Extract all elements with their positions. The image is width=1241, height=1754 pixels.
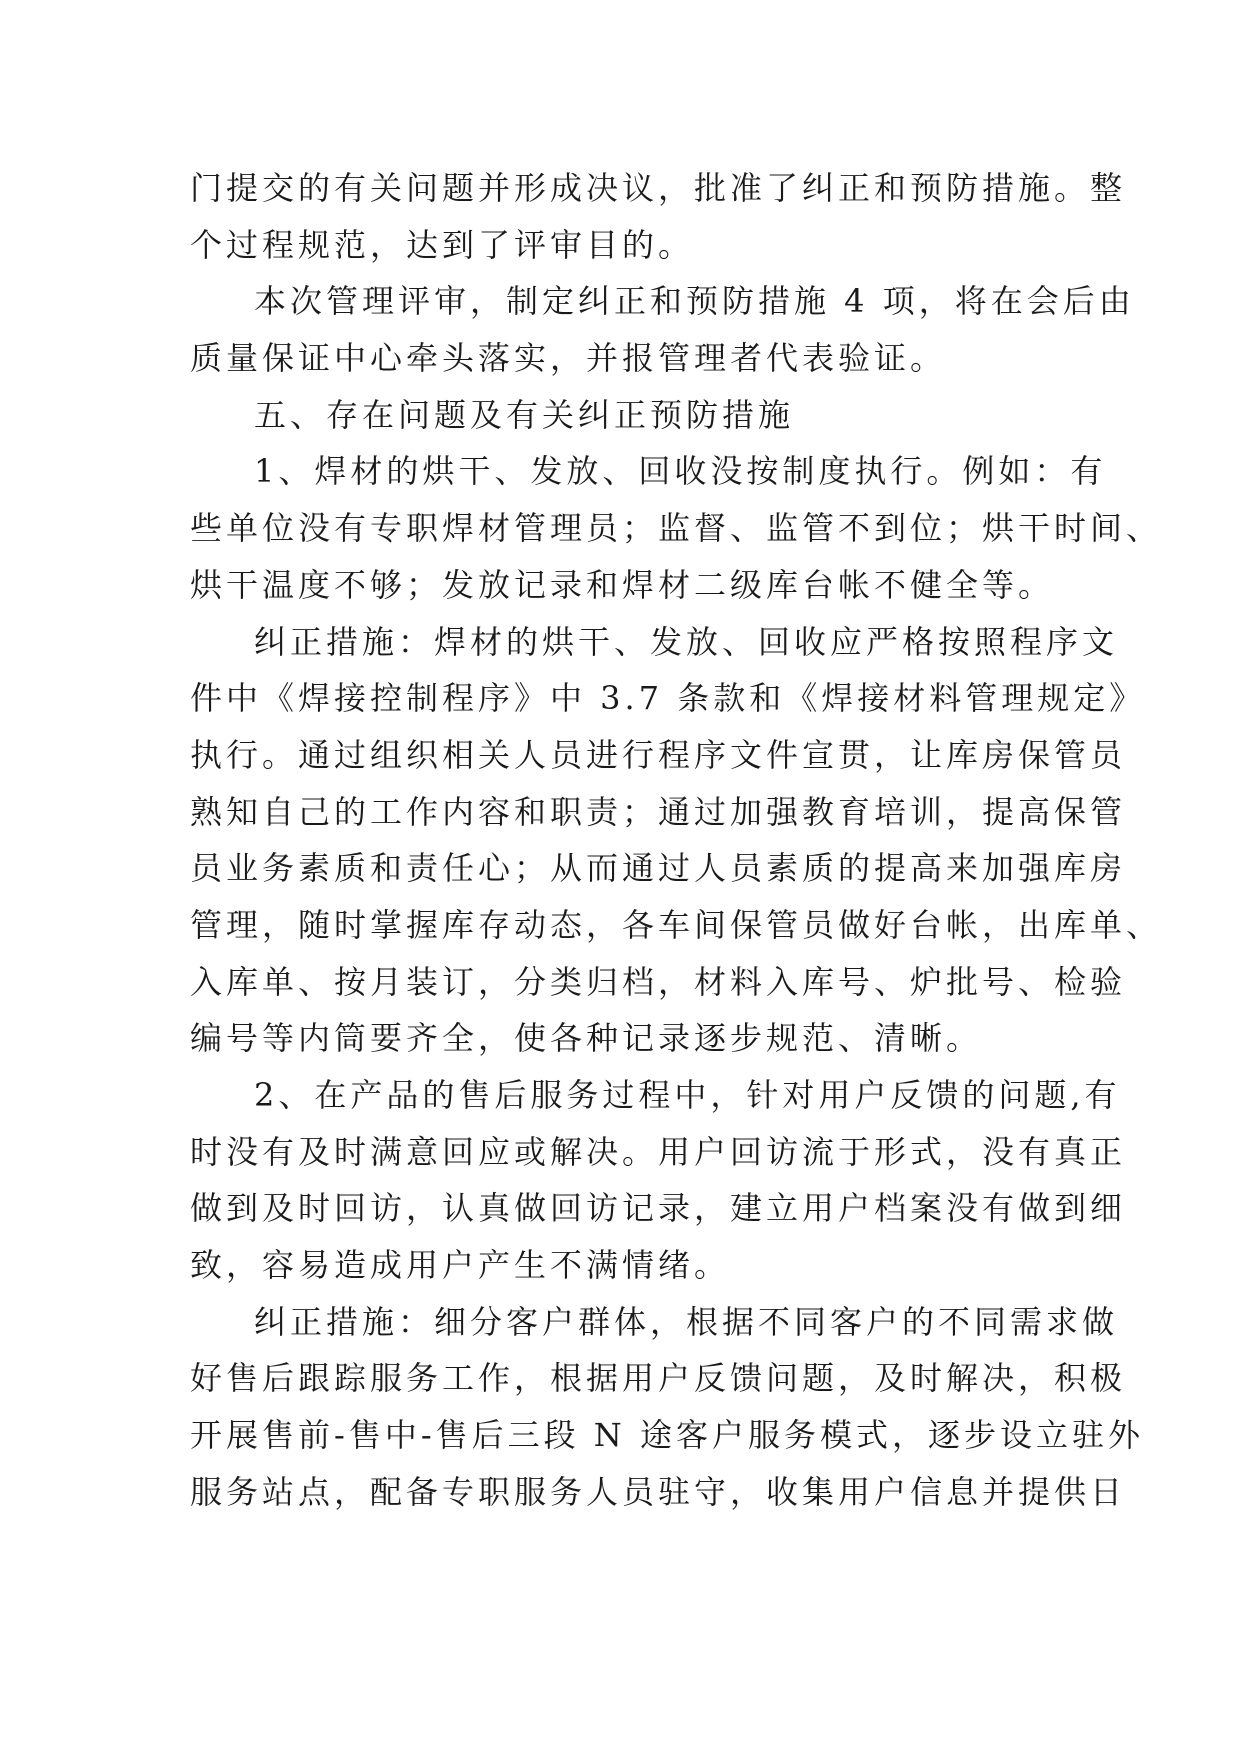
text-line: 烘干温度不够；发放记录和焊材二级库台帐不健全等。 [190,565,1055,604]
text-line: 开展售前-售中-售后三段 N 途客户服务模式，逐步设立驻外 [190,1416,1144,1455]
text-line: 个过程规范，达到了评审目的。 [190,225,695,264]
text-line: 致，容易造成用户产生不满情绪。 [190,1246,731,1285]
text-line: 2、在产品的售后服务过程中，针对用户反馈的问题,有 [254,1076,1121,1114]
text-line: 服务站点，配备专职服务人员驻守，收集用户信息并提供日 [190,1472,1127,1511]
text-line: 纠正措施：细分客户群体，根据不同客户的不同需求做 [254,1302,1119,1341]
text-line: 本次管理评审，制定纠正和预防措施 4 项，将在会后由 [254,282,1135,321]
text-line: 些单位没有专职焊材管理员；监督、监管不到位；烘干时间、 [190,509,1163,548]
text-line: 编号等内筒要齐全，使各种记录逐步规范、清晰。 [190,1019,983,1058]
text-line: 时没有及时满意回应或解决。用户回访流于形式，没有真正 [190,1132,1127,1171]
text-line: 件中《焊接控制程序》中 3.7 条款和《焊接材料管理规定》 [190,679,1146,718]
section-heading: 五、存在问题及有关纠正预防措施 [254,395,795,434]
text-line: 1、焊材的烘干、发放、回收没按制度执行。例如：有 [254,452,1107,491]
text-line: 做到及时回访，认真做回访记录，建立用户档案没有做到细 [190,1189,1127,1228]
text-line: 入库单、按月装订，分类归档，材料入库号、炉批号、检验 [190,962,1127,1001]
text-line: 执行。通过组织相关人员进行程序文件宣贯，让库房保管员 [190,735,1127,774]
text-line: 熟知自己的工作内容和职责；通过加强教育培训，提高保管 [190,792,1127,831]
text-line: 员业务素质和责任心；从而通过人员素质的提高来加强库房 [190,849,1127,888]
text-line: 好售后跟踪服务工作，根据用户反馈问题，及时解决，积极 [190,1359,1127,1398]
text-line: 纠正措施：焊材的烘干、发放、回收应严格按照程序文 [254,622,1119,661]
document-body [190,160,1163,1521]
text-line: 质量保证中心牵头落实，并报管理者代表验证。 [190,339,947,378]
text-line: 管理，随时掌握库存动态，各车间保管员做好台帐，出库单、 [190,905,1163,944]
text-line: 门提交的有关问题并形成决议，批准了纠正和预防措施。整 [190,169,1127,207]
